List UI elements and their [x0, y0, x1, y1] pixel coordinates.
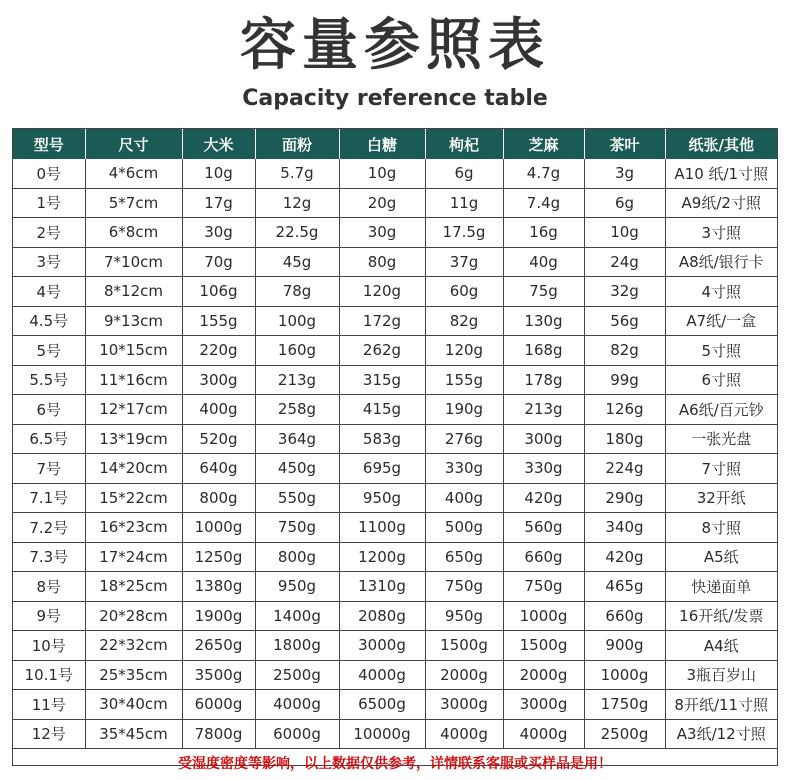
table-row — [13, 572, 777, 602]
table-cell: 12g — [255, 188, 339, 218]
table-cell: 330g — [425, 454, 503, 484]
table-cell: 15*22cm — [85, 483, 182, 513]
table-row — [13, 513, 777, 543]
table-cell: 220g — [182, 336, 255, 366]
table-cell: 10号 — [13, 631, 85, 661]
table-cell: 7*10cm — [85, 247, 182, 277]
table-cell: 2000g — [503, 660, 584, 690]
table-cell: A4纸 — [665, 631, 777, 661]
table-cell: 10g — [182, 159, 255, 188]
table-cell: 20g — [339, 188, 425, 218]
table-cell: 32开纸 — [665, 483, 777, 513]
table-cell: 32g — [584, 277, 665, 307]
table-cell: 24g — [584, 247, 665, 277]
table-cell: 99g — [584, 365, 665, 395]
table-cell: 2000g — [425, 660, 503, 690]
table-cell: 420g — [503, 483, 584, 513]
table-cell: 12*17cm — [85, 395, 182, 425]
table-cell: 155g — [425, 365, 503, 395]
table-cell: A6纸/百元钞 — [665, 395, 777, 425]
table-cell: 4000g — [503, 719, 584, 749]
table-cell: A7纸/一盒 — [665, 306, 777, 336]
table-cell: 450g — [255, 454, 339, 484]
table-header-row — [13, 129, 777, 159]
table-cell: 70g — [182, 247, 255, 277]
table-cell: 3号 — [13, 247, 85, 277]
table-cell: 300g — [182, 365, 255, 395]
table-cell: 14*20cm — [85, 454, 182, 484]
table-cell: 660g — [584, 601, 665, 631]
table-cell: 180g — [584, 424, 665, 454]
table-cell: 900g — [584, 631, 665, 661]
table-cell: A9纸/2寸照 — [665, 188, 777, 218]
table-cell: 290g — [584, 483, 665, 513]
table-cell: 126g — [584, 395, 665, 425]
table-cell: 155g — [182, 306, 255, 336]
table-cell: 7.3号 — [13, 542, 85, 572]
table-cell: 10g — [584, 218, 665, 248]
table-cell: 一张光盘 — [665, 424, 777, 454]
table-cell: 10*15cm — [85, 336, 182, 366]
table-cell: 6500g — [339, 690, 425, 720]
capacity-table-container — [12, 128, 778, 772]
table-cell: 1400g — [255, 601, 339, 631]
table-cell: 1900g — [182, 601, 255, 631]
table-cell: 60g — [425, 277, 503, 307]
page-subtitle: Capacity reference table — [242, 86, 548, 111]
disclaimer-note: 受湿度密度等影响，以上数据仅供参考，详情联系客服或买样品是用！ — [178, 756, 612, 772]
table-cell: 1800g — [255, 631, 339, 661]
table-cell: 6g — [425, 159, 503, 188]
table-cell: 8号 — [13, 572, 85, 602]
table-cell: 1000g — [182, 513, 255, 543]
column-header: 纸张/其他 — [665, 129, 777, 159]
table-cell: 330g — [503, 454, 584, 484]
table-cell: 6000g — [182, 690, 255, 720]
table-row — [13, 365, 777, 395]
table-cell: 315g — [339, 365, 425, 395]
table-cell: 20*28cm — [85, 601, 182, 631]
column-header: 大米 — [182, 129, 255, 159]
table-cell: 5.7g — [255, 159, 339, 188]
table-cell: 9*13cm — [85, 306, 182, 336]
table-cell: 16开纸/发票 — [665, 601, 777, 631]
table-cell: 17*24cm — [85, 542, 182, 572]
table-cell: 56g — [584, 306, 665, 336]
table-cell: 4000g — [425, 719, 503, 749]
table-cell: 10g — [339, 159, 425, 188]
table-cell: 190g — [425, 395, 503, 425]
table-cell: 16*23cm — [85, 513, 182, 543]
table-row — [13, 306, 777, 336]
table-cell: 6.5号 — [13, 424, 85, 454]
table-cell: 80g — [339, 247, 425, 277]
table-cell: 9号 — [13, 601, 85, 631]
table-cell: 1号 — [13, 188, 85, 218]
table-cell: 500g — [425, 513, 503, 543]
table-cell: 35*45cm — [85, 719, 182, 749]
table-cell: 1380g — [182, 572, 255, 602]
table-cell: 1310g — [339, 572, 425, 602]
table-cell: 400g — [182, 395, 255, 425]
table-cell: 120g — [339, 277, 425, 307]
table-cell: 7号 — [13, 454, 85, 484]
table-cell: 560g — [503, 513, 584, 543]
table-cell: 415g — [339, 395, 425, 425]
column-header: 面粉 — [255, 129, 339, 159]
table-row — [13, 218, 777, 248]
table-cell: 172g — [339, 306, 425, 336]
table-cell: A3纸/12寸照 — [665, 719, 777, 749]
table-cell: 583g — [339, 424, 425, 454]
table-cell: 17g — [182, 188, 255, 218]
table-cell: 25*35cm — [85, 660, 182, 690]
table-row — [13, 631, 777, 661]
table-cell: 30*40cm — [85, 690, 182, 720]
table-cell: 17.5g — [425, 218, 503, 248]
table-cell: 1200g — [339, 542, 425, 572]
table-cell: 660g — [503, 542, 584, 572]
table-cell: 快递面单 — [665, 572, 777, 602]
table-cell: 8*12cm — [85, 277, 182, 307]
table-cell: 258g — [255, 395, 339, 425]
table-cell: 120g — [425, 336, 503, 366]
table-cell: 22.5g — [255, 218, 339, 248]
table-cell: 4.7g — [503, 159, 584, 188]
table-row — [13, 483, 777, 513]
table-cell: 8寸照 — [665, 513, 777, 543]
table-row — [13, 247, 777, 277]
table-cell: 6g — [584, 188, 665, 218]
column-header: 白糖 — [339, 129, 425, 159]
column-header: 枸杞 — [425, 129, 503, 159]
table-row — [13, 159, 777, 188]
table-cell: 465g — [584, 572, 665, 602]
table-cell: 5*7cm — [85, 188, 182, 218]
table-cell: 213g — [255, 365, 339, 395]
table-cell: 18*25cm — [85, 572, 182, 602]
table-cell: 800g — [255, 542, 339, 572]
table-cell: 750g — [503, 572, 584, 602]
table-row — [13, 424, 777, 454]
table-cell: 2500g — [255, 660, 339, 690]
table-cell: 950g — [255, 572, 339, 602]
table-cell: 11g — [425, 188, 503, 218]
table-cell: 3500g — [182, 660, 255, 690]
table-cell: 1500g — [503, 631, 584, 661]
table-cell: 82g — [425, 306, 503, 336]
table-cell: 168g — [503, 336, 584, 366]
table-cell: 22*32cm — [85, 631, 182, 661]
table-cell: A10 纸/1寸照 — [665, 159, 777, 188]
table-cell: 45g — [255, 247, 339, 277]
table-cell: 7.2号 — [13, 513, 85, 543]
table-cell: 640g — [182, 454, 255, 484]
column-header: 型号 — [13, 129, 85, 159]
table-cell: 11*16cm — [85, 365, 182, 395]
table-cell: 75g — [503, 277, 584, 307]
table-cell: 40g — [503, 247, 584, 277]
table-row — [13, 188, 777, 218]
page-title: 容量参照表 — [240, 13, 550, 78]
table-cell: 950g — [425, 601, 503, 631]
table-cell: 7.4g — [503, 188, 584, 218]
table-cell: 1100g — [339, 513, 425, 543]
table-cell: A8纸/银行卡 — [665, 247, 777, 277]
table-cell: 100g — [255, 306, 339, 336]
table-row — [13, 336, 777, 366]
table-row — [13, 277, 777, 307]
table-cell: 4.5号 — [13, 306, 85, 336]
table-cell: 364g — [255, 424, 339, 454]
table-cell: 3g — [584, 159, 665, 188]
column-header: 茶叶 — [584, 129, 665, 159]
table-cell: 5号 — [13, 336, 85, 366]
table-cell: 1250g — [182, 542, 255, 572]
table-cell: 1500g — [425, 631, 503, 661]
table-cell: 4号 — [13, 277, 85, 307]
table-cell: 13*19cm — [85, 424, 182, 454]
table-cell: 300g — [503, 424, 584, 454]
table-row — [13, 395, 777, 425]
table-cell: 420g — [584, 542, 665, 572]
table-cell: 6000g — [255, 719, 339, 749]
table-cell: A5纸 — [665, 542, 777, 572]
table-cell: 37g — [425, 247, 503, 277]
table-cell: 213g — [503, 395, 584, 425]
table-cell: 750g — [425, 572, 503, 602]
table-cell: 2号 — [13, 218, 85, 248]
table-cell: 30g — [339, 218, 425, 248]
table-cell: 8开纸/11寸照 — [665, 690, 777, 720]
table-cell: 2650g — [182, 631, 255, 661]
table-cell: 16g — [503, 218, 584, 248]
table-cell: 4000g — [339, 660, 425, 690]
table-cell: 1000g — [584, 660, 665, 690]
table-cell: 78g — [255, 277, 339, 307]
table-cell: 276g — [425, 424, 503, 454]
table-cell: 12号 — [13, 719, 85, 749]
table-row — [13, 601, 777, 631]
table-cell: 7.1号 — [13, 483, 85, 513]
table-cell: 224g — [584, 454, 665, 484]
table-cell: 160g — [255, 336, 339, 366]
table-cell: 695g — [339, 454, 425, 484]
column-header: 芝麻 — [503, 129, 584, 159]
table-cell: 10000g — [339, 719, 425, 749]
table-cell: 7寸照 — [665, 454, 777, 484]
table-cell: 4寸照 — [665, 277, 777, 307]
table-cell: 11号 — [13, 690, 85, 720]
table-cell: 6号 — [13, 395, 85, 425]
table-cell: 1000g — [503, 601, 584, 631]
table-cell: 4000g — [255, 690, 339, 720]
table-cell: 4*6cm — [85, 159, 182, 188]
table-row — [13, 454, 777, 484]
table-cell: 5.5号 — [13, 365, 85, 395]
table-cell: 262g — [339, 336, 425, 366]
table-cell: 106g — [182, 277, 255, 307]
table-cell: 5寸照 — [665, 336, 777, 366]
table-cell: 520g — [182, 424, 255, 454]
table-row — [13, 719, 777, 749]
table-cell: 3000g — [339, 631, 425, 661]
table-cell: 130g — [503, 306, 584, 336]
table-cell: 2080g — [339, 601, 425, 631]
table-cell: 550g — [255, 483, 339, 513]
table-cell: 650g — [425, 542, 503, 572]
table-cell: 2500g — [584, 719, 665, 749]
table-cell: 3000g — [503, 690, 584, 720]
table-cell: 3000g — [425, 690, 503, 720]
table-cell: 340g — [584, 513, 665, 543]
table-cell: 1750g — [584, 690, 665, 720]
table-cell: 800g — [182, 483, 255, 513]
column-header: 尺寸 — [85, 129, 182, 159]
table-cell: 6寸照 — [665, 365, 777, 395]
table-row — [13, 542, 777, 572]
table-cell: 178g — [503, 365, 584, 395]
table-cell: 400g — [425, 483, 503, 513]
table-row — [13, 660, 777, 690]
table-cell: 82g — [584, 336, 665, 366]
table-cell: 7800g — [182, 719, 255, 749]
table-cell: 3瓶百岁山 — [665, 660, 777, 690]
table-cell: 30g — [182, 218, 255, 248]
table-row — [13, 690, 777, 720]
table-cell: 0号 — [13, 159, 85, 188]
capacity-table — [13, 129, 777, 749]
table-cell: 950g — [339, 483, 425, 513]
table-cell: 3寸照 — [665, 218, 777, 248]
table-cell: 750g — [255, 513, 339, 543]
table-cell: 6*8cm — [85, 218, 182, 248]
table-cell: 10.1号 — [13, 660, 85, 690]
